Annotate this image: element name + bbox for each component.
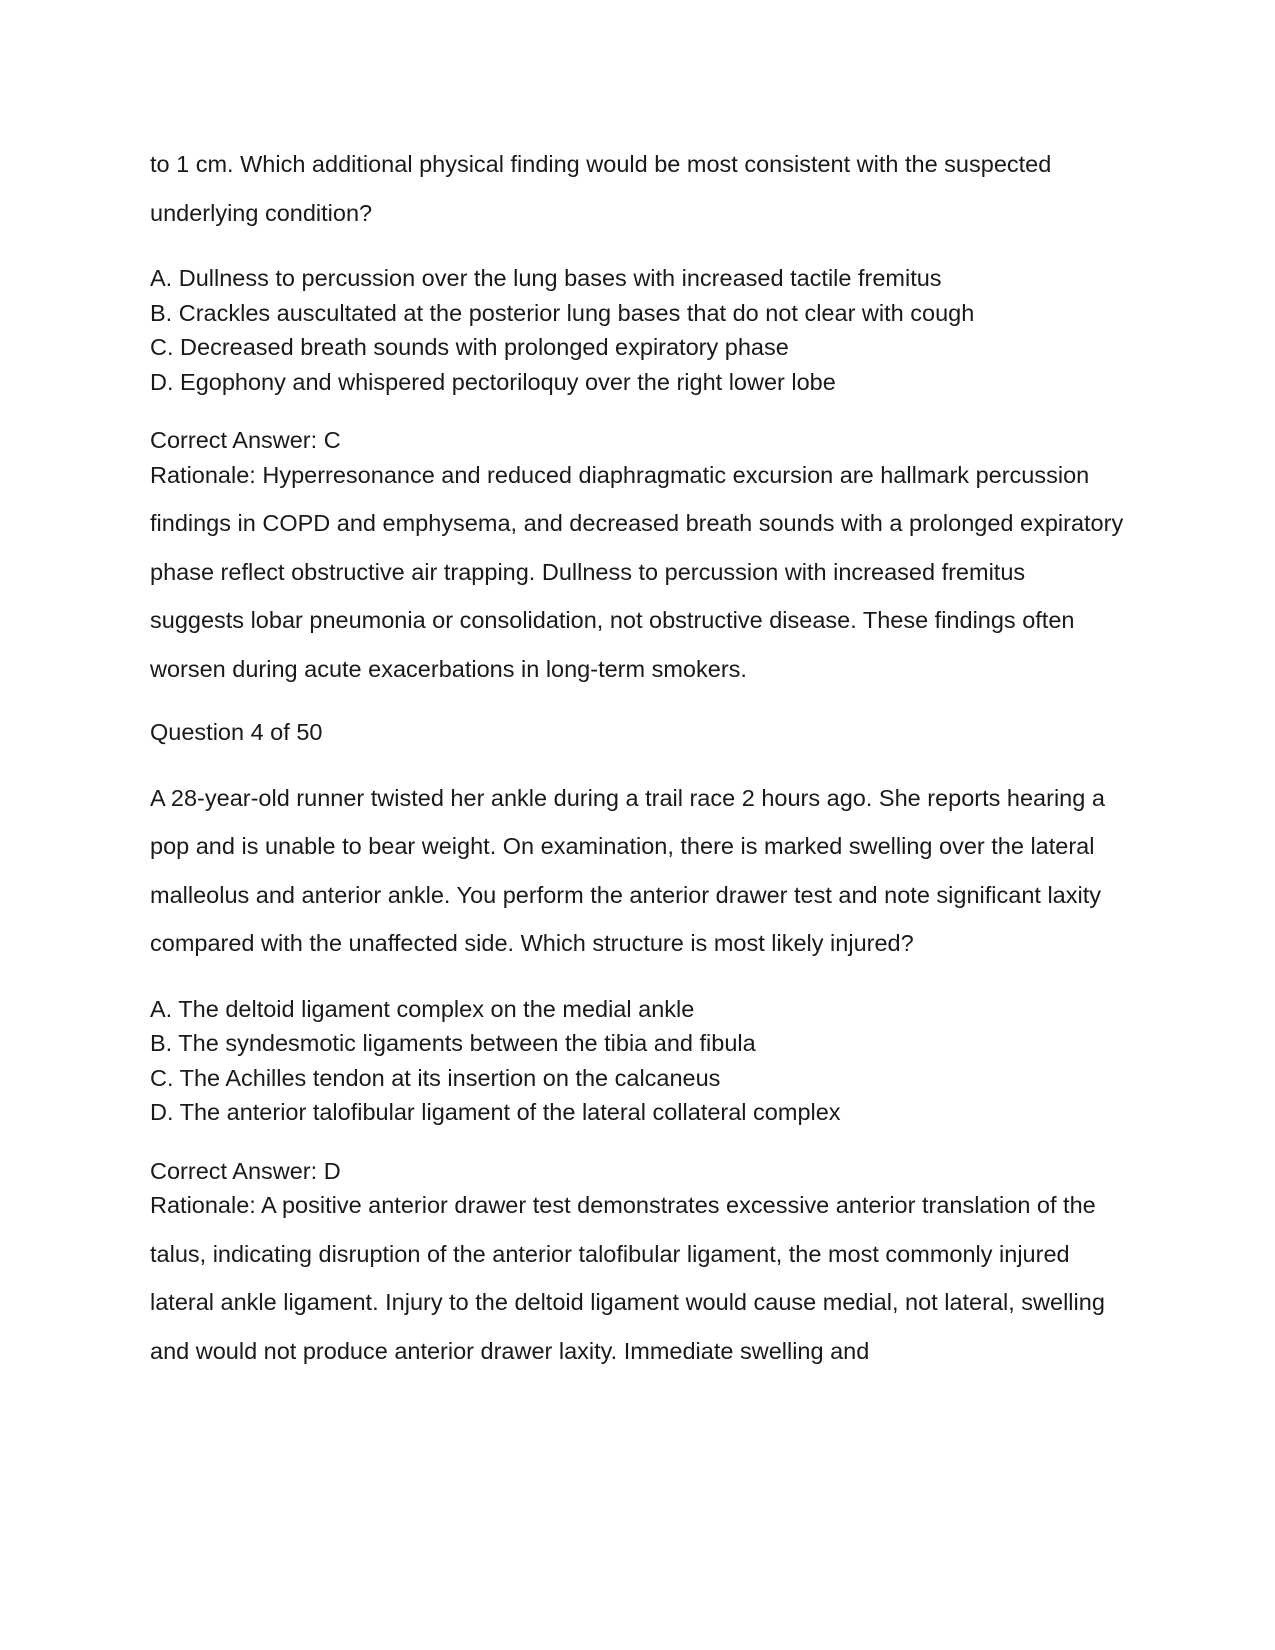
question-4-heading: Question 4 of 50 [150, 719, 323, 745]
option-b: B. The syndesmotic ligaments between the tibia and fibula [150, 1030, 756, 1056]
option-a: A. Dullness to percussion over the lung bases with increased tactile fremitus [150, 265, 942, 291]
option-a: A. The deltoid ligament complex on the medial ankle [150, 995, 695, 1022]
question-3-answer [150, 423, 1125, 693]
option-b: B. Crackles auscultated at the posterior lung bases that do not clear with cough [150, 299, 975, 326]
rationale-text: Rationale: A positive anterior drawer test demonstrates excessive anterior translation of the talus, indicating disruption of the anterior talofibular ligament, the most commonly injured lateral ankle ligament. Injury to the deltoid ligament would cause medial, not lateral, swelling and would not produce anterior drawer laxity. Immediate swelling and [150, 1192, 1105, 1364]
question-4-stem: A 28-year-old runner twisted her ankle during a trail race 2 hours ago. She reports hearing a pop and is unable to bear weight. On examination, there is marked swelling over the lateral malleolus and anterior ankle. You perform the anterior drawer test and note significant laxity compared with the unaffected side. Which structure is most likely injured? [150, 784, 1105, 956]
correct-answer-label: Correct Answer: D [150, 1157, 341, 1184]
rationale-text: Rationale: Hyperresonance and reduced diaphragmatic excursion are hallmark percussion findings in COPD and emphysema, and decreased breath sounds with a prolonged expiratory phase reflect obstructive air trapping. Dullness to percussion with increased fremitus suggests lobar pneumonia or consolidation, not obstructive disease. These findings often worsen during acute exacerbations in long-term smokers. [150, 461, 1124, 682]
option-c: C. Decreased breath sounds with prolonged expiratory phase [150, 334, 789, 360]
correct-answer-label: Correct Answer: C [150, 427, 341, 453]
question-3-stem-tail: to 1 cm. Which additional physical finding would be most consistent with the suspected underlying condition? [150, 151, 1052, 226]
option-c: C. The Achilles tendon at its insertion on the calcaneus [150, 1064, 721, 1091]
question-4-answer [150, 1154, 1125, 1376]
question-4-options [150, 992, 1125, 1130]
option-d: D. Egophony and whispered pectoriloquy over the right lower lobe [150, 368, 836, 395]
option-d: D. The anterior talofibular ligament of the lateral collateral complex [150, 1099, 841, 1125]
document-page [150, 140, 1125, 1375]
question-3-options [150, 261, 1125, 399]
